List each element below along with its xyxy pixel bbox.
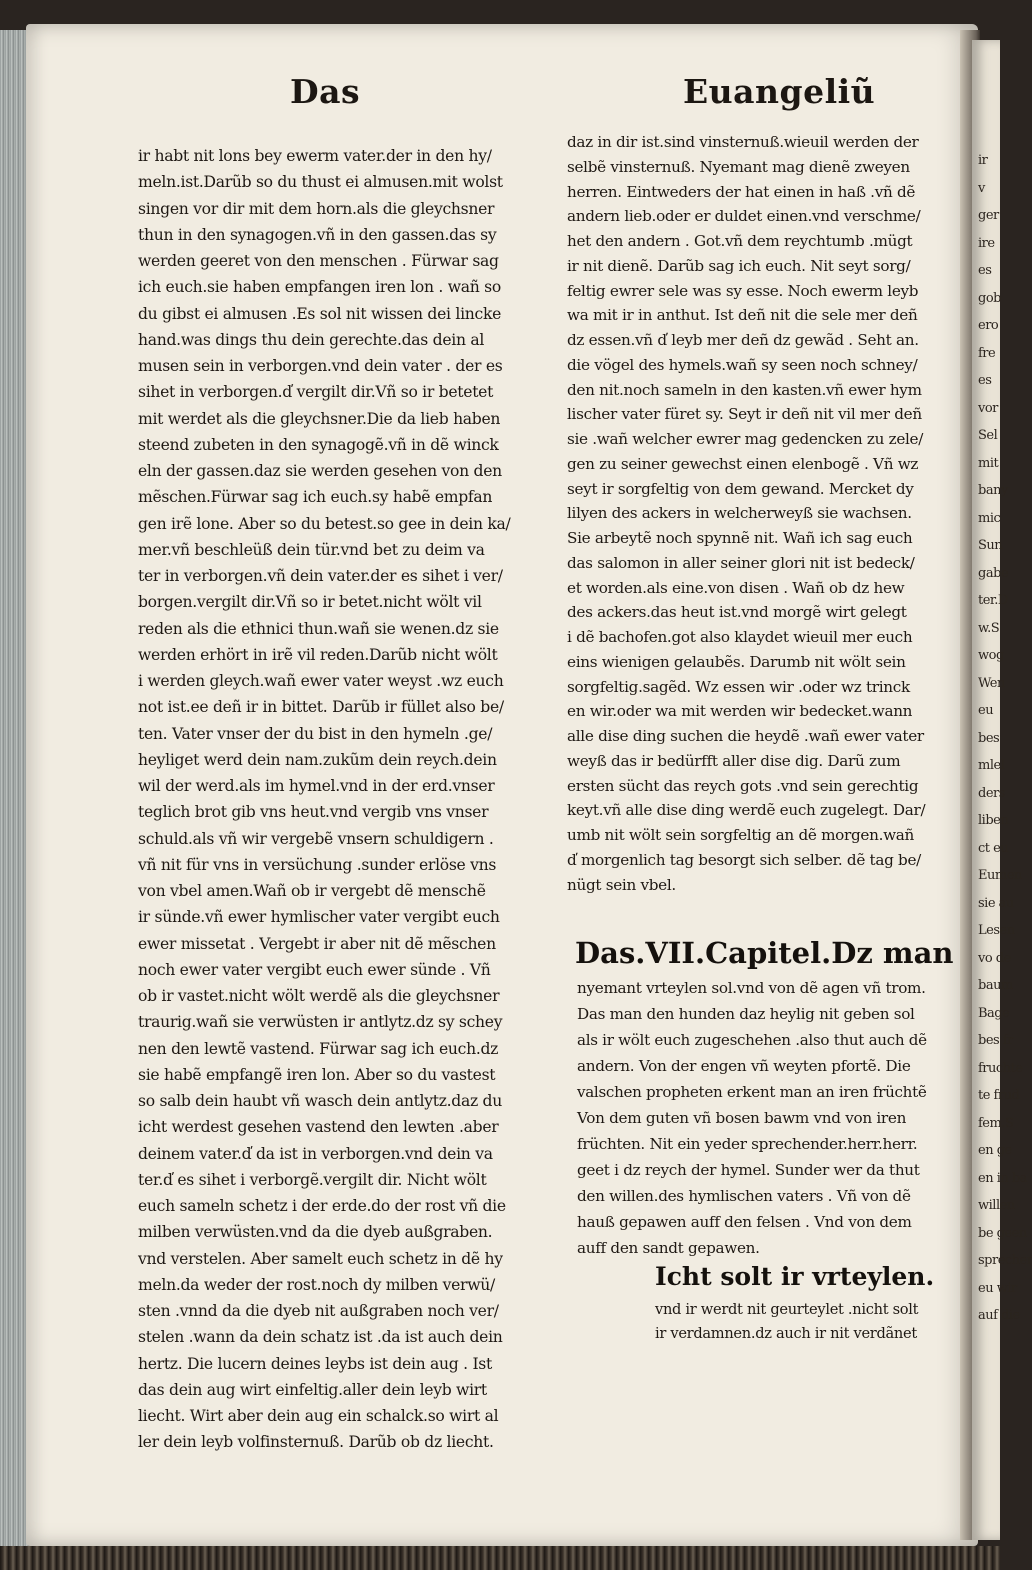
text-line: das salomon in aller seiner glori nit ist bedeck/ (567, 553, 915, 572)
text-line: ter.d̕ es sihet i verborgẽ.vergilt dir. Nicht wölt (138, 1170, 487, 1189)
text-line: not ist.ee deñ ir in bittet. Darũb ir füllet also be/ (138, 698, 504, 717)
facing-page-fragment: Sel (978, 428, 998, 443)
text-line: so salb dein haubt vñ wasch dein antlytz.daz du (138, 1092, 502, 1110)
text-line: deinem vater.d̕ da ist in verborgen.vnd dein va (138, 1144, 493, 1163)
text-line: vnd ir werdt nit geurteylet .nicht solt (655, 1301, 919, 1318)
text-line: die vögel des hymels.wañ sy seen noch schney/ (567, 355, 918, 374)
text-line: ich euch.sie haben empfangen iren lon . wañ so (138, 278, 501, 297)
text-line: seyt ir sorgfeltig von dem gewand. Mercket dy (567, 479, 914, 498)
facing-page-fragment: ders (978, 785, 1005, 801)
left-text-column (138, 143, 510, 1456)
facing-page-fragment: bany (978, 483, 1008, 498)
text-line: von vbel amen.Wañ ob ir vergebt dẽ menschẽ (138, 882, 486, 900)
text-line: teglich brot gib vns heut.vnd vergib vns vnser (138, 803, 489, 822)
text-line: das dein aug wirt einfeltig.aller dein leyb wirt (138, 1380, 487, 1399)
text-line: gen zu seiner gewechst einen elenbogẽ . Vñ wz (567, 454, 919, 473)
text-line: hauß gepawen auff den felsen . Vnd von dem (577, 1213, 912, 1231)
text-line: nügt sein vbel. (567, 875, 676, 894)
text-line: sie .wañ welcher ewrer mag gedencken zu zele/ (567, 430, 924, 448)
text-line: lischer vater füret sy. Seyt ir deñ nit vil mer deñ (567, 405, 922, 424)
facing-page-fragment: ir (978, 153, 988, 168)
running-header-left: Das (290, 72, 361, 111)
text-line: vñ nit für vns in versüchung .sunder erlöse vns (138, 855, 497, 874)
text-line: heyliget werd dein nam.zukũm dein reych.dein (138, 750, 497, 769)
text-line: andern lieb.oder er duldet einen.vnd verschme/ (567, 207, 921, 226)
facing-page-fragment: es (978, 263, 992, 278)
text-line: ler dein leyb volfinsternuß. Darũb ob dz liecht. (138, 1433, 494, 1452)
facing-page-fragment: auf die (978, 1308, 1020, 1323)
text-line: et worden.als eine.von disen . Wañ ob dz hew (567, 578, 905, 597)
text-line: i dẽ bachofen.got also klaydet wieuil mer euch (567, 628, 913, 646)
text-line: feltig ewrer sele was sy esse. Noch ewerm leyb (567, 281, 919, 300)
chapter-incipit: Icht solt ir vrteylen. (655, 1262, 935, 1291)
book-bottom-edge (0, 1546, 1000, 1570)
facing-page-fragment: ire (978, 235, 995, 251)
facing-page-fragment: mit (978, 455, 999, 471)
facing-page-fragment: fruchte (978, 1060, 1023, 1076)
text-line: traurig.wañ sie verwüsten ir antlytz.dz sy schey (138, 1013, 503, 1032)
text-line: auff den sandt gepawen. (577, 1239, 760, 1257)
text-line: nen den lewtẽ vastend. Fürwar sag ich euch.dz (138, 1039, 499, 1058)
text-line: dz essen.vñ d̕ leyb mer deñ dz gewãd . Seht an. (567, 331, 919, 349)
text-line: werden erhört in irẽ vil reden.Darũb nicht wölt (138, 645, 498, 664)
facing-page-fragment: vor (978, 400, 998, 416)
text-line: ersten sücht das reych gots .vnd sein gerechtig (567, 776, 919, 795)
text-line: meln.ist.Darũb so du thust ei almusen.mit wolst (138, 173, 503, 192)
text-line: meln.da weder der rost.noch dy milben verwü/ (138, 1275, 495, 1294)
text-line: daz in dir ist.sind vinsternuß.wieuil werden der (567, 133, 919, 151)
text-line: euch sameln schetz i der erde.do der rost vñ die (138, 1197, 506, 1215)
text-line: werden geeret von den menschen . Fürwar sag (138, 252, 499, 270)
text-line: sihet in verborgen.d̕ vergilt dir.Vñ so ir betetet (138, 383, 494, 402)
text-line: früchten. Nit ein yeder sprechender.herr.herr. (577, 1135, 918, 1153)
facing-page-fragment: en in ba (978, 1170, 1027, 1186)
text-line: sten .vnnd da die dyeb nit außgraben noch ver/ (138, 1302, 499, 1320)
chapter-summary (577, 975, 927, 1261)
text-line: ir habt nit lons bey ewerm vater.der in den hy/ (138, 147, 492, 165)
text-line: wa mit ir in anthut. Ist deñ nit die sele mer deñ (567, 306, 918, 325)
text-line: ter in verborgen.vñ dein vater.der es sihet i ver/ (138, 567, 503, 585)
facing-page-fragment: v (978, 180, 985, 196)
text-line: als ir wölt euch zugeschehen .also thut auch dẽ (577, 1031, 927, 1049)
facing-page-fragment: Wen (978, 675, 1005, 691)
facing-page-fragment: sie au (978, 895, 1014, 911)
text-line: andern. Von der engen vñ weyten pfortẽ. Die (577, 1057, 911, 1075)
facing-page-fragment: mic (978, 510, 1001, 526)
text-line: icht werdest gesehen vastend den lewten .aber (138, 1118, 499, 1137)
text-line: het den andern . Got.vñ dem reychtumb .mügt (567, 232, 913, 250)
text-line: nyemant vrteylen sol.vnd von dẽ agen vñ trom. (577, 979, 926, 997)
facing-page-fragment: w.S (978, 620, 1000, 636)
facing-page-fragment: ter.D (978, 593, 1008, 608)
facing-page-fragment: gabe (978, 565, 1009, 581)
facing-page-fragment: Lesen (978, 923, 1015, 938)
text-line: wil der werd.als im hymel.vnd in der erd.vnser (138, 777, 495, 795)
facing-page-fragment: te frud (978, 1088, 1020, 1103)
text-line: ewer missetat . Vergebt ir aber nit dẽ mẽschen (138, 934, 496, 953)
facing-page-fragment: bes fr (978, 1033, 1013, 1048)
text-line: noch ewer vater vergibt euch ewer sünde . Vñ (138, 960, 491, 979)
text-line: sorgfeltig.sagẽd. Wz essen wir .oder wz trinck (567, 677, 910, 696)
facing-page-fragment: en ge (978, 1143, 1012, 1158)
running-header-right: Euangeliũ (683, 72, 876, 111)
text-line: musen sein in verborgen.vnd dein vater . der es (138, 357, 503, 375)
text-line: valschen propheten erkent man an iren früchtẽ (577, 1083, 927, 1101)
facing-page-fragment: baum (978, 978, 1013, 993)
text-line: Von dem guten vñ bosen bawm vnd von iren (577, 1109, 907, 1127)
text-line: mẽschen.Fürwar sag ich euch.sy habẽ empfan (138, 488, 493, 507)
text-line: sie habẽ empfangẽ iren lon. Aber so du vastest (138, 1065, 496, 1084)
text-line: Das man den hunden daz heylig nit geben sol (577, 1005, 915, 1023)
facing-page-fragment: Bage (978, 1005, 1010, 1021)
text-line: gen irẽ lone. Aber so du betest.so gee in dein ka/ (138, 514, 511, 533)
facing-page-fragment: es (978, 373, 992, 388)
text-line: borgen.vergilt dir.Vñ so ir betet.nicht wölt vil (138, 593, 482, 612)
facing-page-fragment: liben (978, 813, 1009, 828)
text-line: ten. Vater vnser der du bist in den hymeln .ge/ (138, 724, 493, 743)
text-line: alle dise ding suchen die heydẽ .wañ ewer vater (567, 727, 924, 745)
text-line: ob ir vastet.nicht wölt werdẽ als die gleychsner (138, 987, 500, 1005)
text-line: ir verdamnen.dz auch ir nit verdãnet (655, 1324, 917, 1342)
facing-page-edge (972, 40, 1032, 1540)
right-text-column (567, 130, 927, 897)
facing-page-fragment: gob (978, 290, 1001, 306)
text-line: en wir.oder wa mit werden wir bedecket.wann (567, 702, 913, 721)
facing-page-fragment: Eumen (978, 868, 1022, 883)
text-line: stelen .wann da dein schatz ist .da ist auch dein (138, 1328, 503, 1347)
text-line: singen vor dir mit dem horn.als die gleychsner (138, 199, 495, 218)
text-line: steend zubeten in den synagogẽ.vñ in dẽ winck (138, 435, 499, 454)
text-line: mit werdet als die gleychsner.Die da lieb haben (138, 409, 501, 428)
facing-page-fragment: mlel (978, 758, 1005, 773)
text-line: den willen.des hymlischen vaters . Vñ von dẽ (577, 1187, 911, 1205)
text-line: i werden gleych.wañ ewer vater weyst .wz euch (138, 672, 504, 690)
text-line: schuld.als vñ wir vergebẽ vnsern schuldigern . (138, 829, 494, 848)
text-line: milben verwüsten.vnd da die dyeb außgraben. (138, 1223, 493, 1242)
facing-page-fragment: ger (978, 208, 999, 223)
text-line: Sie arbeytẽ noch spynnẽ nit. Wañ ich sag euch (567, 529, 913, 547)
facing-page-fragment: eu wir (978, 1280, 1017, 1296)
page-stack-edge (0, 30, 29, 1550)
facing-page-fragment: fre (978, 345, 996, 361)
text-line: den nit.noch sameln in den kasten.vñ ewer hym (567, 380, 922, 399)
chapter-heading: Das.VII.Capitel.Dz man (575, 936, 954, 970)
facing-page-fragment: sprecher (978, 1253, 1032, 1268)
facing-page-fragment: ero (978, 318, 999, 333)
text-line: ir nit dienẽ. Darũb sag ich euch. Nit seyt sorg/ (567, 256, 911, 275)
text-line: eln der gassen.daz sie werden gesehen von den (138, 462, 502, 480)
text-line: umb nit wölt sein sorgfeltig an dẽ morgen.wañ (567, 826, 915, 844)
text-line: du gibst ei almusen .Es sol nit wissen dei lincke (138, 304, 502, 323)
facing-page-fragment: willen (978, 1198, 1015, 1213)
text-line: lilyen des ackers in welcherweyß sie wachsen. (567, 504, 912, 523)
text-line: weyß das ir bedürfft aller dise dig. Darũ zum (567, 751, 901, 770)
facing-page-fragment: fem.S (978, 1115, 1014, 1131)
facing-page-fragment: vo de (978, 950, 1011, 966)
text-line: geet i dz reych der hymel. Sunder wer da thut (577, 1161, 920, 1179)
text-line: liecht. Wirt aber dein aug ein schalck.so wirt al (138, 1407, 499, 1425)
text-line: des ackers.das heut ist.vnd morgẽ wirt gelegt (567, 603, 907, 622)
text-line: hertz. Die lucern deines leybs ist dein aug . Ist (138, 1354, 492, 1373)
text-line: herren. Eintweders der hat einen in haß .vñ dẽ (567, 182, 916, 201)
facing-page-fragment: be geen (978, 1225, 1027, 1241)
text-line: mer.vñ beschleüß dein tür.vnd bet zu deim va (138, 540, 485, 559)
text-line: reden als die ethnici thun.wañ sie wenen.dz sie (138, 619, 499, 638)
facing-page-fragment: bes (978, 730, 1000, 746)
text-line: selbẽ vinsternuß. Nyemant mag dienẽ zweyen (567, 157, 910, 176)
text-line: ir sünde.vñ ewer hymlischer vater vergibt euch (138, 908, 500, 927)
facing-page-fragment: Sun (978, 538, 1003, 553)
text-line: keyt.vñ alle dise ding werdẽ euch zugelegt. Dar/ (567, 801, 926, 820)
text-line: hand.was dings thu dein gerechte.das dein al (138, 330, 485, 349)
text-line: eins wienigen gelaubẽs. Darumb nit wölt sein (567, 652, 906, 671)
text-line: d̕ morgenlich tag besorgt sich selber. dẽ tag be/ (567, 850, 921, 869)
facing-page-fragment: ct eu (978, 840, 1009, 856)
chapter-opening-text (655, 1298, 925, 1345)
text-line: thun in den synagogen.vñ in den gassen.das sy (138, 225, 497, 244)
facing-page-fragment: eu (978, 703, 994, 718)
facing-page-fragment: wog (978, 648, 1004, 663)
text-line: vnd verstelen. Aber samelt euch schetz in dẽ hy (138, 1249, 503, 1268)
